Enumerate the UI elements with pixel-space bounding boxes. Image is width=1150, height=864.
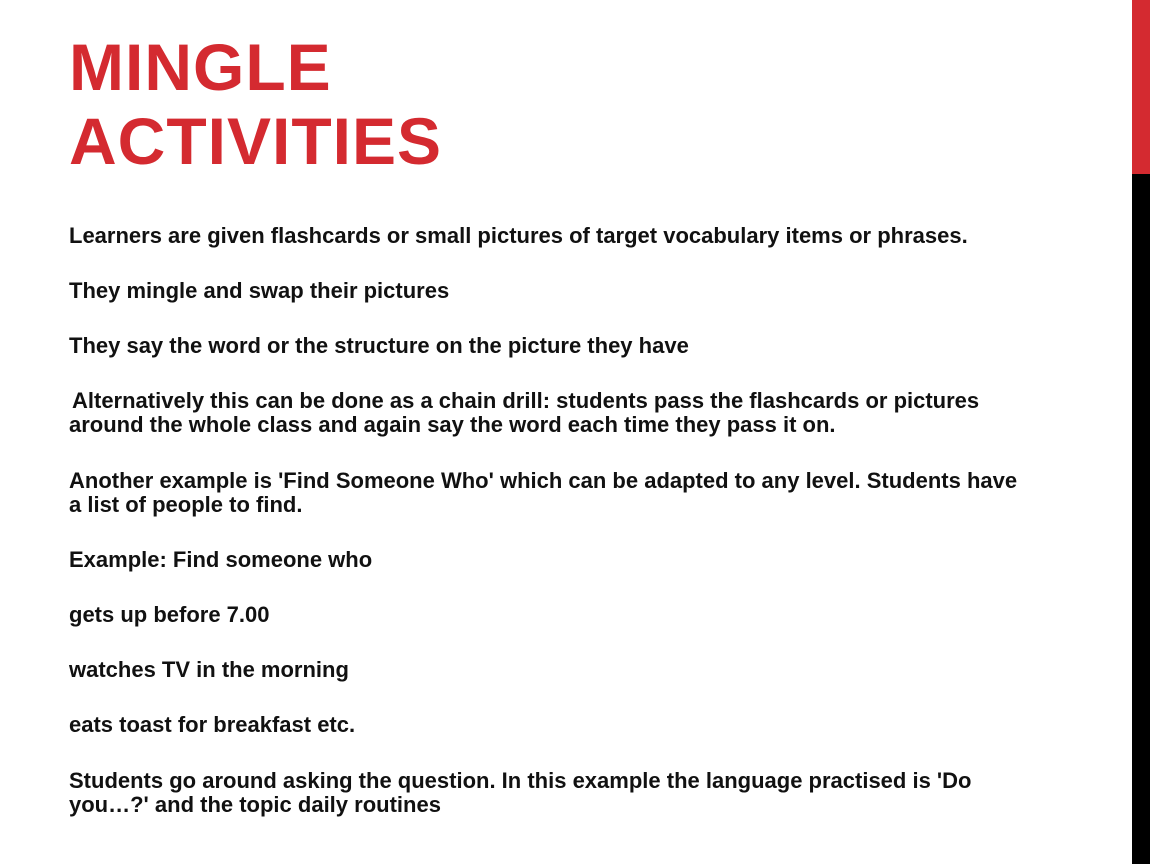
slide-title	[69, 30, 442, 178]
paragraph-eats-toast: eats toast for breakfast etc.	[69, 712, 356, 737]
paragraph-say-word: They say the word or the structure on the picture they have	[69, 333, 689, 358]
paragraph-watches-tv: watches TV in the morning	[69, 657, 349, 682]
paragraph-students-go: Students go around asking the question. In this example the language practised is 'Do you…?' and the topic daily routines	[69, 768, 972, 817]
slide-title-line-2: ACTIVITIES	[69, 104, 443, 178]
paragraph-learners: Learners are given flashcards or small pictures of target vocabulary items or phrases.	[69, 223, 968, 248]
paragraph-gets-up: gets up before 7.00	[69, 602, 270, 627]
paragraph-example: Example: Find someone who	[69, 547, 373, 572]
accent-bar-red	[1132, 0, 1150, 174]
slide-body	[69, 224, 1029, 817]
paragraph-find-someone: Another example is 'Find Someone Who' which can be adapted to any level. Students have a list of people to find.	[69, 468, 1018, 517]
paragraph-chain-drill: Alternatively this can be done as a chain drill: students pass the flashcards or pictures around the whole class and again say the word each time they pass it on.	[69, 388, 980, 437]
slide-title-line-1: MINGLE	[69, 30, 332, 104]
paragraph-mingle: They mingle and swap their pictures	[69, 278, 450, 303]
accent-bar-black	[1132, 174, 1150, 864]
